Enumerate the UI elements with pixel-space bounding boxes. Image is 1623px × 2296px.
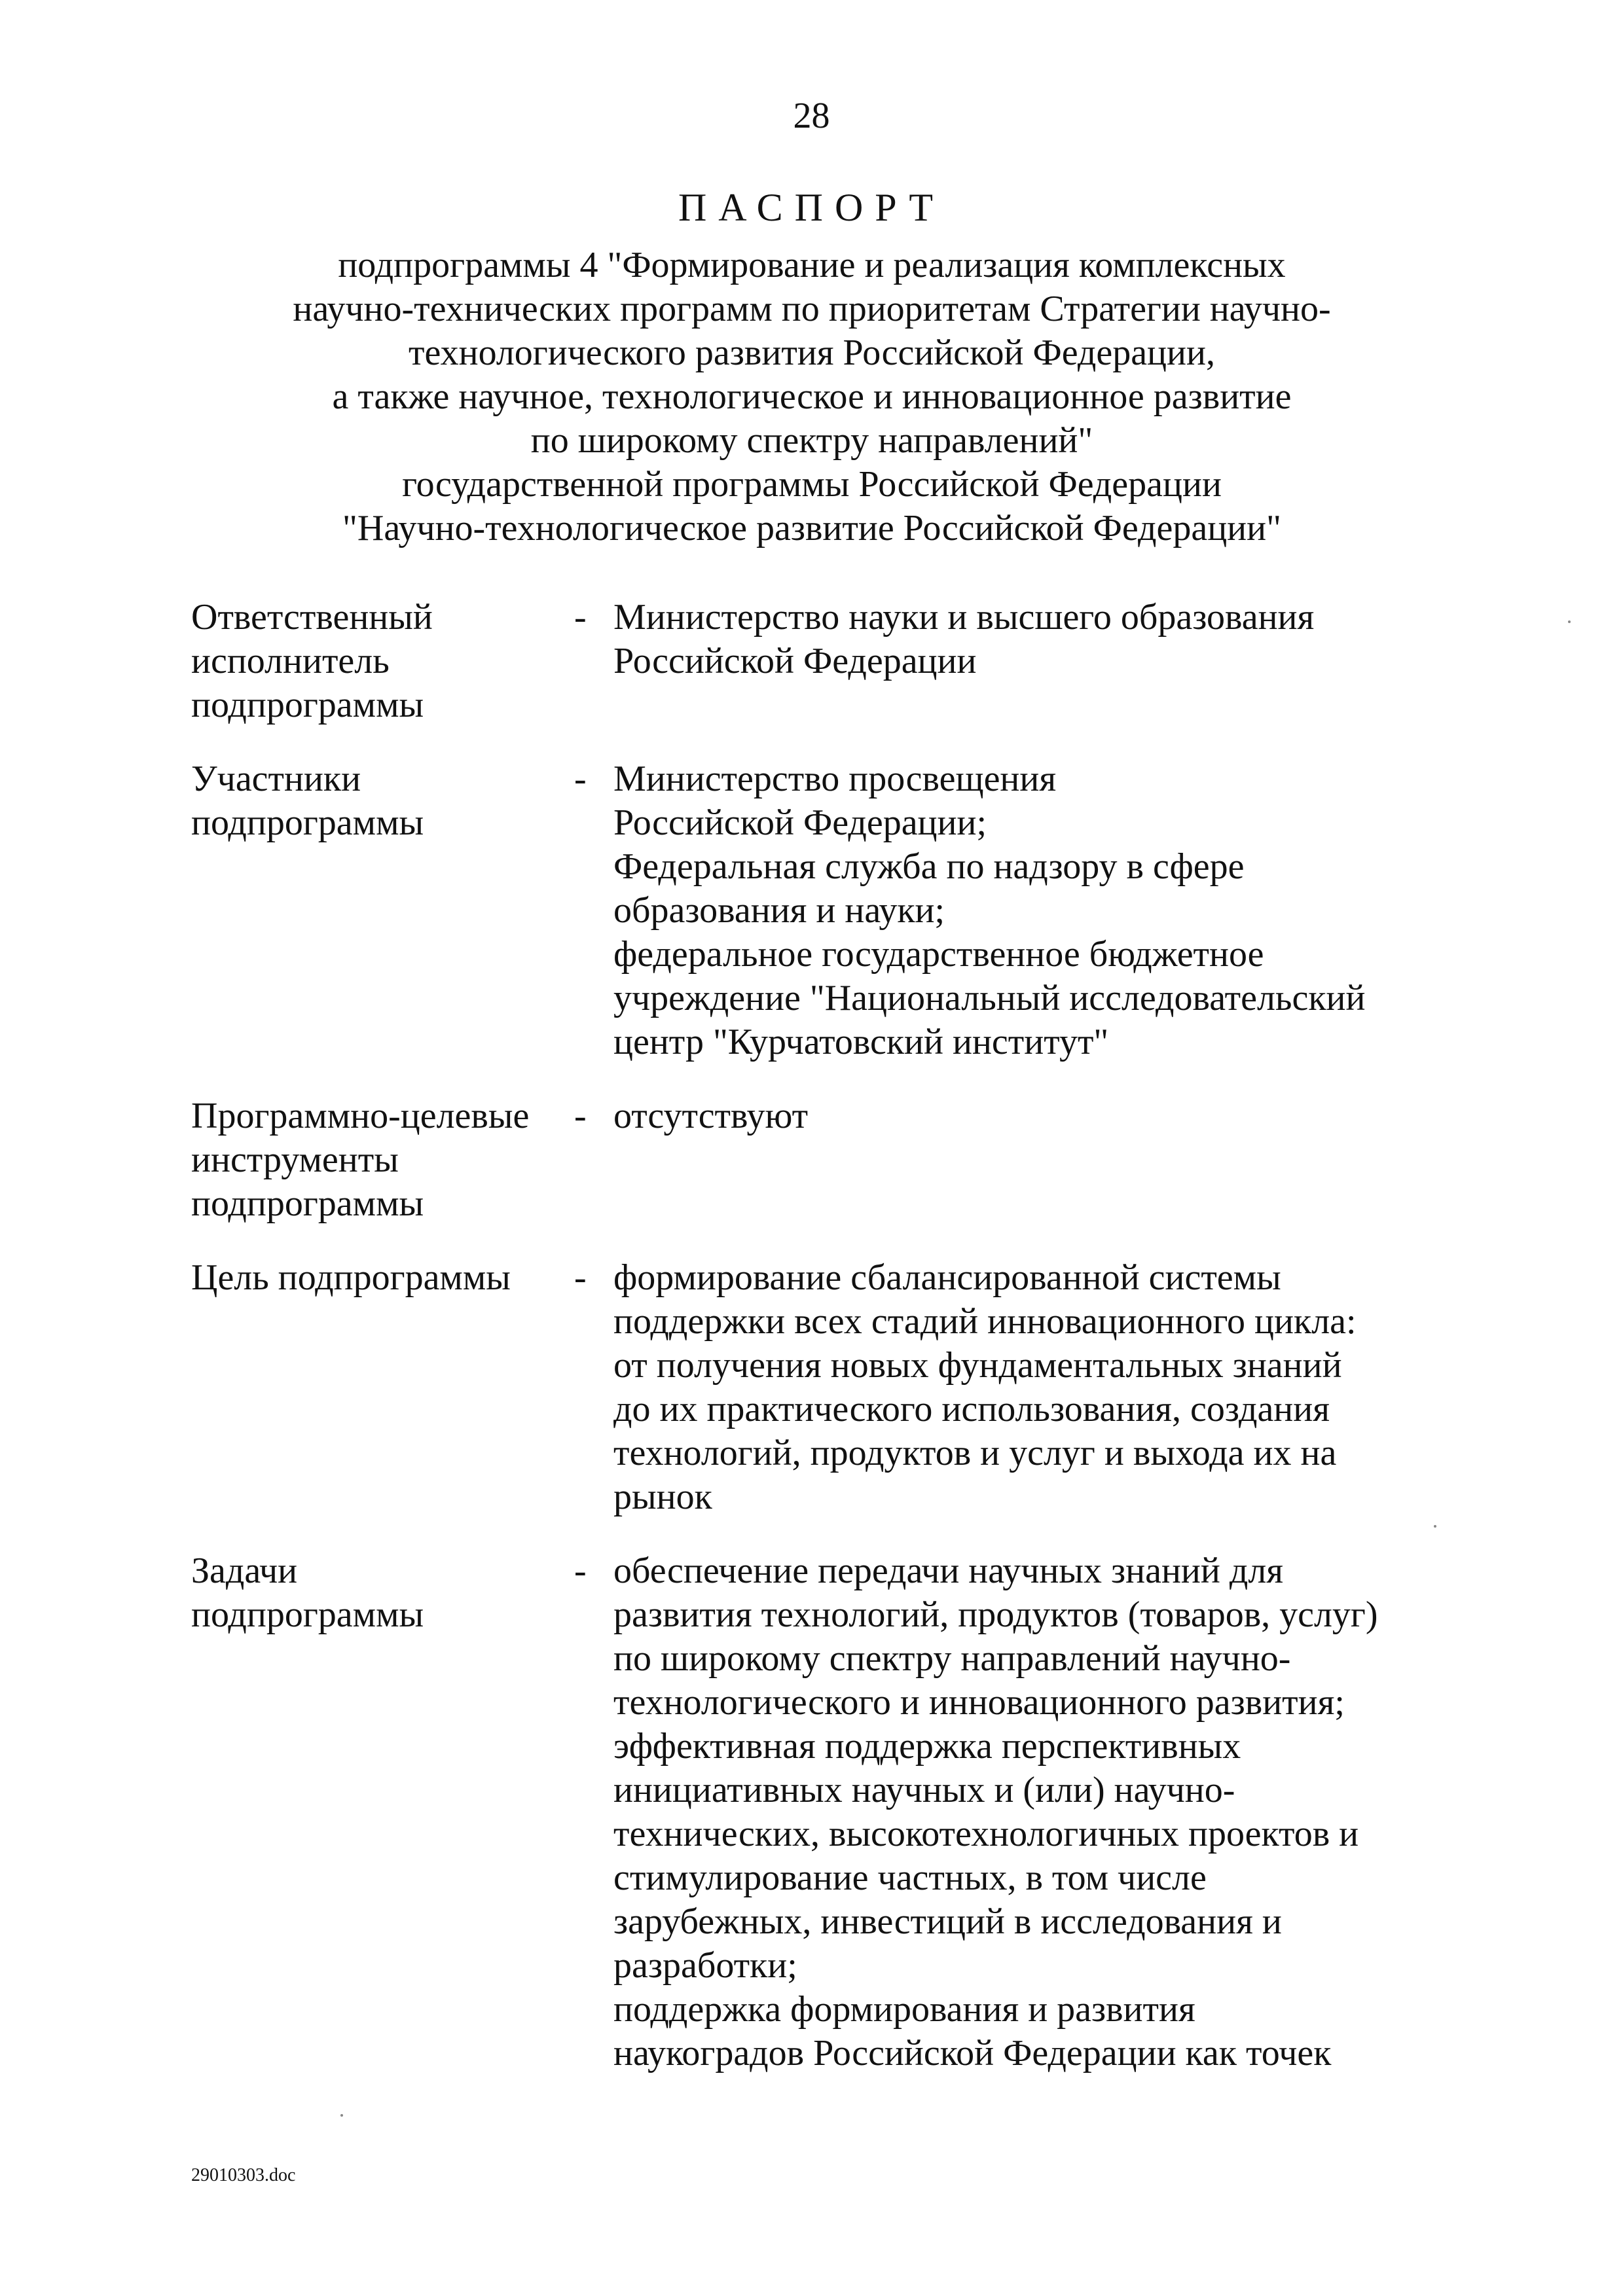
row-value-line: технологического и инновационного развития; (613, 1682, 1345, 1723)
row-value-line: зарубежных, инвестиций в исследования и (613, 1901, 1282, 1942)
row-value-line: формирование сбалансированной системы (613, 1257, 1281, 1298)
row-value-line: обеспечение передачи научных знаний для (613, 1551, 1284, 1591)
row-label-line: Участники (191, 759, 361, 799)
subtitle-line: научно-технических программ по приоритетам Стратегии научно- (293, 289, 1331, 329)
row-value (613, 596, 1468, 727)
page-number: 28 (793, 96, 830, 136)
row-value-line: отсутствуют (613, 1096, 809, 1136)
document-title: ПАСПОРТ (678, 186, 945, 229)
scan-speck (1434, 1525, 1436, 1528)
subtitle-line: государственной программы Российской Федерации (402, 464, 1222, 505)
subtitle-line: "Научно-технологическое развитие Российской Федерации" (342, 508, 1281, 548)
row-value-line: инициативных научных и (или) научно- (613, 1770, 1235, 1810)
row-label (191, 1256, 574, 1519)
row-value-line: развития технологий, продуктов (товаров, услуг) (613, 1594, 1378, 1635)
row-label-line: подпрограммы (191, 1183, 424, 1224)
row-label (191, 1094, 574, 1226)
row-value-line: технических, высокотехнологичных проектов и (613, 1814, 1359, 1854)
subtitle-line: подпрограммы 4 "Формирование и реализация комплексных (338, 245, 1286, 285)
row-label-line: Ответственный (191, 597, 433, 637)
row-value-line: центр "Курчатовский институт" (613, 1022, 1109, 1062)
row-value-line: Российской Федерации (613, 641, 977, 681)
passport-row-tasks (191, 1549, 1468, 2075)
row-value-line: стимулирование частных, в том числе (613, 1857, 1207, 1898)
row-label (191, 596, 574, 727)
row-dash: - (574, 1096, 587, 1136)
row-dash: - (574, 597, 587, 637)
passport-row-participants (191, 757, 1468, 1064)
subtitle-line: технологического развития Российской Федерации, (409, 332, 1215, 373)
row-label-line: подпрограммы (191, 1594, 424, 1635)
row-label (191, 1549, 574, 2075)
row-label-line: подпрограммы (191, 802, 424, 843)
subtitle-line: а также научное, технологическое и инновационное развитие (332, 376, 1292, 417)
row-value-line: технологий, продуктов и услуг и выхода их на (613, 1433, 1337, 1473)
document-subtitle (196, 243, 1427, 550)
row-value-line: Министерство науки и высшего образования (613, 597, 1315, 637)
row-value (613, 757, 1468, 1064)
row-value-line: рынок (613, 1477, 712, 1517)
row-value-line: Федеральная служба по надзору в сфере (613, 846, 1245, 887)
scan-speck (1568, 620, 1571, 623)
row-value (613, 1094, 1468, 1226)
row-label-line: инструменты (191, 1139, 399, 1180)
row-value (613, 1256, 1468, 1519)
row-label (191, 757, 574, 1064)
footer-file-code: 29010303.doc (191, 2165, 296, 2185)
row-label-line: исполнитель (191, 641, 390, 681)
row-value-line: федеральное государственное бюджетное (613, 934, 1264, 975)
passport-row-responsible-executor (191, 596, 1468, 727)
row-dash: - (574, 1257, 587, 1298)
row-label-line: Задачи (191, 1551, 298, 1591)
row-value-line: образования и науки; (613, 890, 945, 931)
row-value (613, 1549, 1468, 2075)
row-value-line: эффективная поддержка перспективных (613, 1726, 1241, 1767)
row-value-line: поддержка формирования и развития (613, 1989, 1195, 2030)
row-value-line: разработки; (613, 1945, 797, 1986)
row-dash: - (574, 1551, 587, 1591)
row-value-line: Министерство просвещения (613, 759, 1057, 799)
row-dash: - (574, 759, 587, 799)
passport-row-target-instruments (191, 1094, 1468, 1226)
row-label-line: Программно-целевые (191, 1096, 530, 1136)
row-value-line: поддержки всех стадий инновационного цикла: (613, 1301, 1357, 1342)
row-value-line: от получения новых фундаментальных знаний (613, 1345, 1342, 1386)
row-value-line: учреждение "Национальный исследовательский (613, 978, 1366, 1018)
row-value-line: по широкому спектру направлений научно- (613, 1638, 1291, 1679)
row-value-line: наукоградов Российской Федерации как точек (613, 2033, 1332, 2073)
row-label-line: подпрограммы (191, 685, 424, 725)
row-label-line: Цель подпрограммы (191, 1257, 511, 1298)
row-value-line: Российской Федерации; (613, 802, 987, 843)
subtitle-line: по широкому спектру направлений" (530, 420, 1093, 461)
row-value-line: до их практического использования, создания (613, 1389, 1330, 1429)
passport-row-goal (191, 1256, 1468, 1519)
passport-table (191, 596, 1468, 2075)
scan-speck (340, 2114, 343, 2117)
